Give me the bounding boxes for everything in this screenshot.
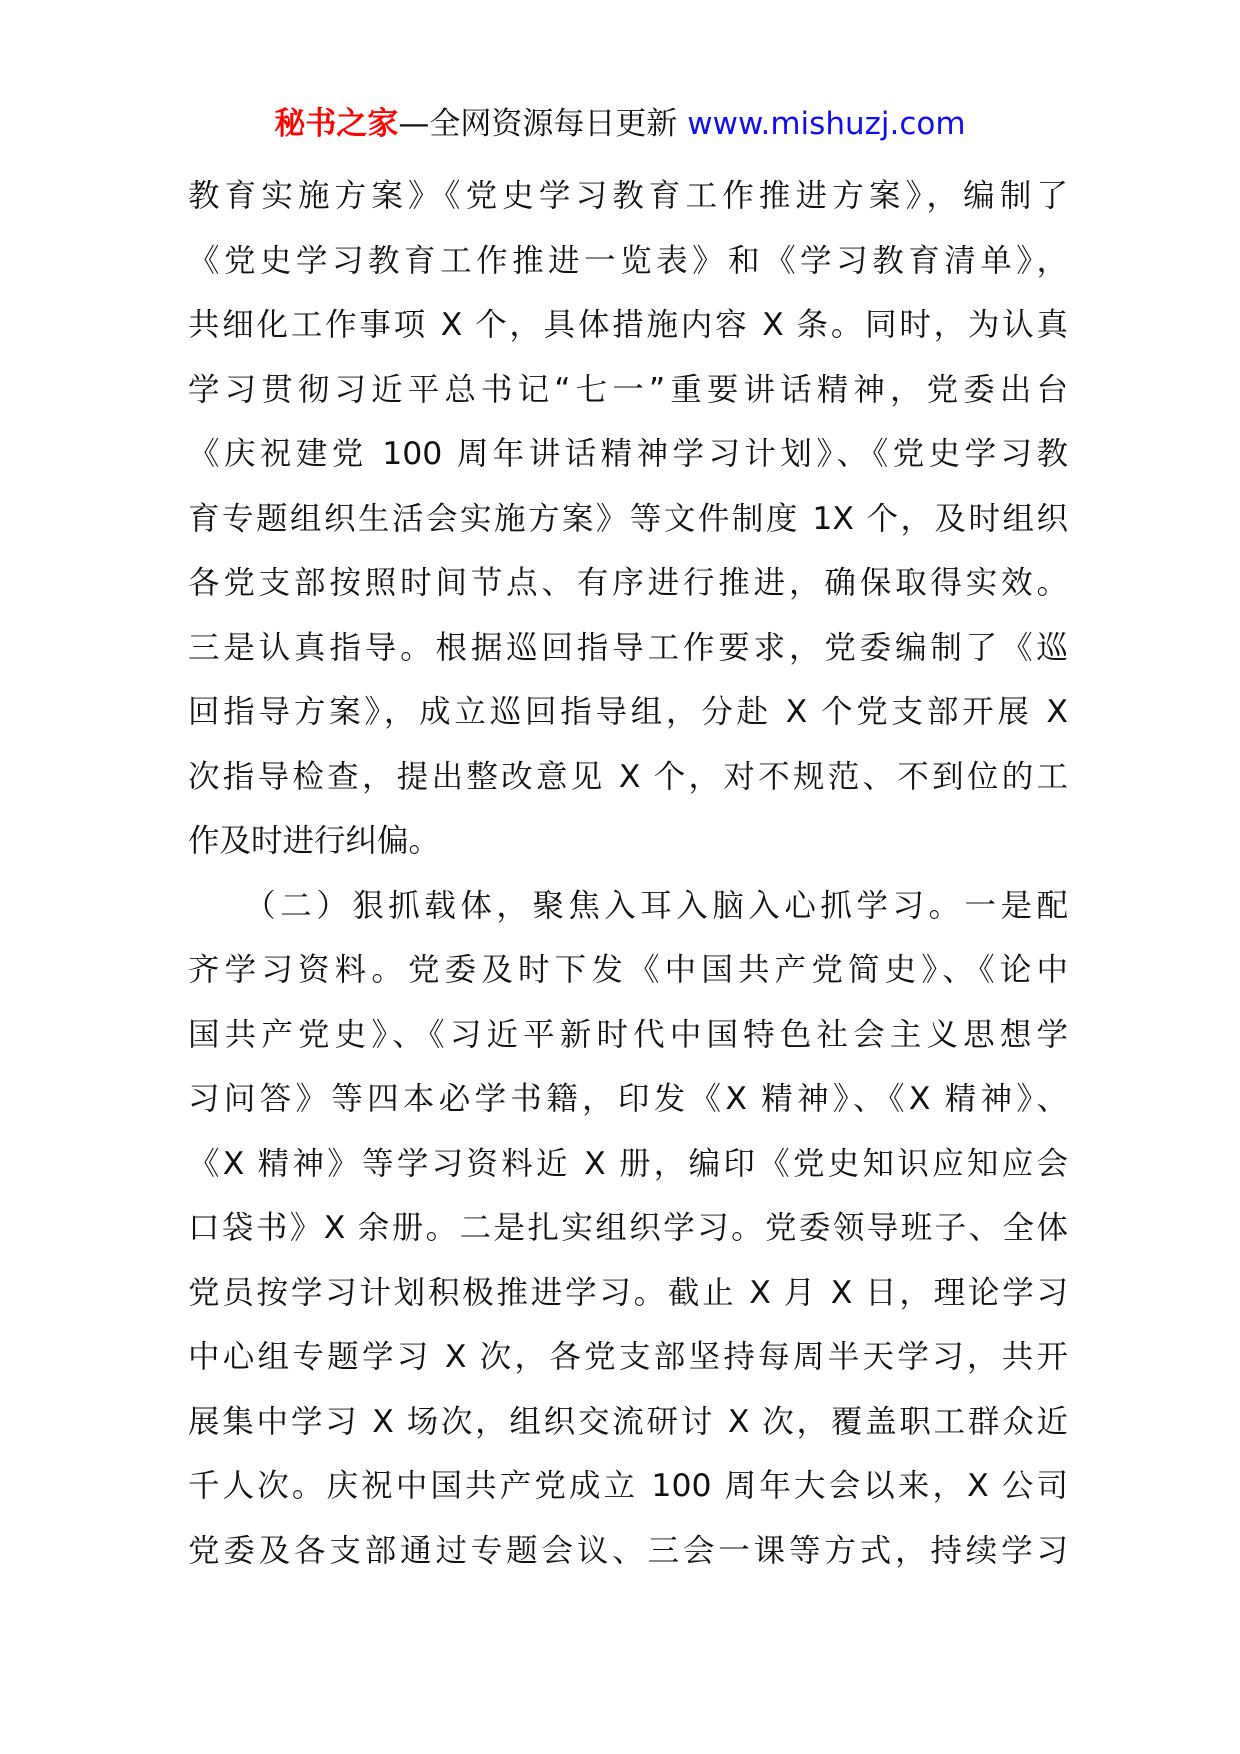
text-line: 《庆祝建党 100 周年讲话精神学习计划》、《党史学习教 — [188, 436, 1068, 472]
text-line: 教育实施方案》《党史学习教育工作推进方案》，编制了 — [188, 178, 1068, 214]
text-line: 习问答》等四本必学书籍，印发《X 精神》、《X 精神》、 — [188, 1081, 1068, 1117]
text-line: 学习贯彻习近平总书记“七一”重要讲话精神，党委出台 — [188, 371, 1068, 408]
text-line: 千人次。庆祝中国共产党成立 100 周年大会以来，X 公司 — [188, 1468, 1068, 1504]
text-line-section-heading: （二）狠抓载体，聚焦入耳入脑入心抓学习。一是配 — [188, 887, 1068, 924]
text-line: 齐学习资料。党委及时下发《中国共产党简史》、《论中 — [188, 952, 1068, 988]
text-line: 党委及各支部通过专题会议、三会一课等方式，持续学习 — [188, 1532, 1068, 1569]
text-line: 回指导方案》，成立巡回指导组，分赴 X 个党支部开展 X — [188, 694, 1068, 730]
text-line: 三是认真指导。根据巡回指导工作要求，党委编制了《巡 — [188, 629, 1068, 666]
text-line: 中心组专题学习 X 次，各党支部坚持每周半天学习，共开 — [188, 1339, 1068, 1375]
text-line: 党员按学习计划积极推进学习。截止 X 月 X 日，理论学习 — [188, 1274, 1068, 1311]
text-line: 《X 精神》等学习资料近 X 册，编印《党史知识应知应会 — [188, 1145, 1068, 1182]
text-line: 《党史学习教育工作推进一览表》和《学习教育清单》， — [188, 242, 1068, 279]
text-line: 国共产党史》、《习近平新时代中国特色社会主义思想学 — [188, 1016, 1068, 1053]
site-url-link[interactable]: www.mishuzj.com — [687, 106, 966, 142]
text-line: 各党支部按照时间节点、有序进行推进，确保取得实效。 — [188, 565, 1068, 601]
document-body — [188, 164, 1068, 1583]
text-line: 共细化工作事项 X 个，具体措施内容 X 条。同时，为认真 — [188, 307, 1068, 343]
text-line-paragraph-end: 作及时进行纠偏。 — [188, 823, 441, 859]
site-brand: 秘书之家 — [274, 106, 399, 142]
site-slogan: —全网资源每日更新 — [398, 106, 688, 142]
text-line: 口袋书》X 余册。二是扎实组织学习。党委领导班子、全体 — [188, 1210, 1068, 1246]
text-line: 展集中学习 X 场次，组织交流研讨 X 次，覆盖职工群众近 — [188, 1403, 1068, 1440]
text-line: 次指导检查，提出整改意见 X 个，对不规范、不到位的工 — [188, 758, 1068, 795]
text-line: 育专题组织生活会实施方案》等文件制度 1X 个，及时组织 — [188, 500, 1068, 537]
watermark-header — [0, 102, 1240, 146]
